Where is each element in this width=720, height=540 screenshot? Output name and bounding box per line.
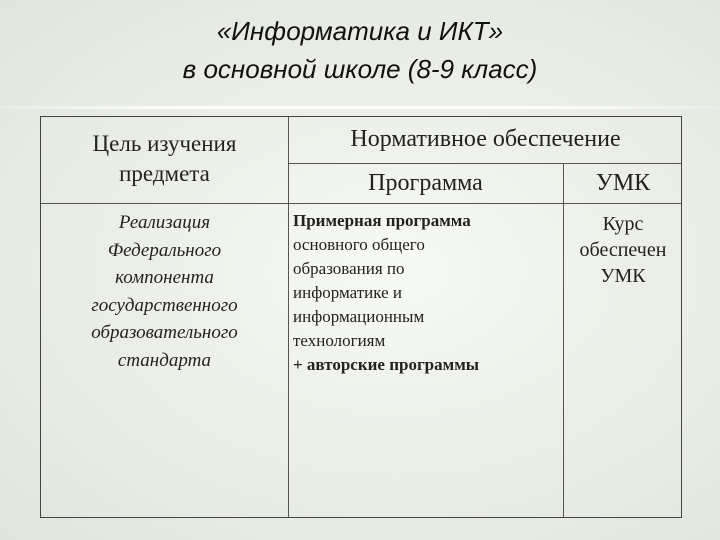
goal-line: Федерального	[107, 239, 222, 261]
umk-line: Курс	[602, 213, 644, 235]
normative-table	[40, 116, 682, 518]
header-bottom-rule	[41, 203, 681, 204]
goal-line: Реализация	[118, 212, 211, 233]
header-program: Программа	[368, 170, 483, 196]
goal-line: компонента	[115, 267, 214, 288]
title-divider	[0, 106, 720, 109]
program-line: информационным	[293, 307, 425, 326]
slide-title	[0, 12, 720, 88]
umk-line: обеспечен	[579, 239, 667, 261]
header-goal	[41, 129, 288, 189]
header-normative-support: Нормативное обеспечение	[350, 126, 621, 152]
goal-line: образовательного	[91, 322, 238, 343]
program-cell	[293, 209, 561, 377]
program-line: технологиям	[293, 331, 386, 350]
header-goal-line: Цель изучения	[92, 131, 237, 156]
title-line-2: в основной школе (8-9 класс)	[182, 54, 538, 84]
program-line: образования по	[293, 259, 405, 278]
header-umk: УМК	[595, 170, 651, 196]
goal-cell	[45, 209, 284, 374]
header-goal-line: предмета	[119, 161, 210, 186]
umk-line: УМК	[600, 265, 646, 287]
program-line: основного общего	[293, 235, 425, 254]
goal-line: государственного	[91, 294, 238, 316]
title-line-1: «Информатика и ИКТ»	[216, 16, 504, 46]
header-subdivider	[288, 163, 681, 164]
goal-line: стандарта	[117, 349, 212, 371]
program-line: информатике и	[293, 283, 402, 302]
program-line-bold: + авторские программы	[293, 355, 480, 374]
umk-cell	[563, 211, 683, 289]
program-line-bold: Примерная программа	[293, 211, 471, 230]
